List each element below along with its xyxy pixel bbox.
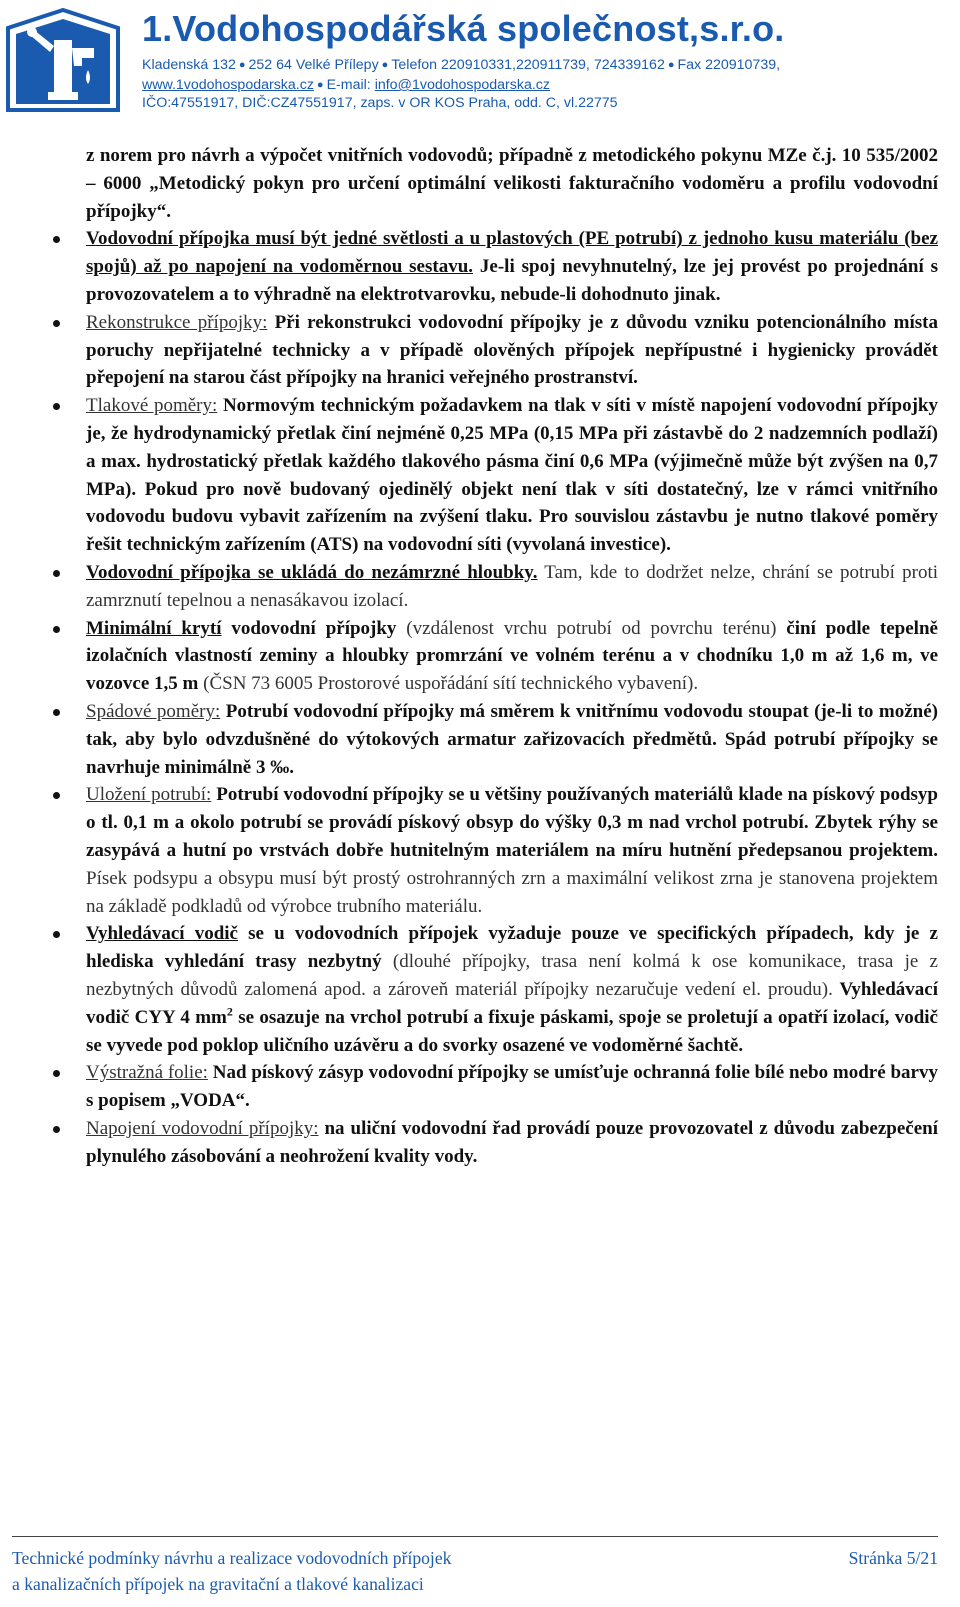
list-item-one-piece: Vodovodní přípojka musí být jedné světlosti a u plastových (PE potrubí) z jednoho kusu materiálu (bez spojů) až po napojení na vodoměrnou sestavu. Je-li spoj nevyhnutelný, lze jej provést po projednání s provozovatelem a to výhradně na elektrotvarovku, nebude-li dohodnuto jinak. (86, 225, 938, 308)
contact-line: www.1vodohospodarska.cz ● E-mail: info@1vodohospodarska.cz (142, 77, 550, 93)
phone: Telefon 220910331,220911739, 724339162 (391, 57, 665, 73)
registration-line: IČO:47551917, DIČ:CZ47551917, zaps. v OR KOS Praha, odd. C, vl.22775 (142, 95, 618, 111)
address: Kladenská 132 (142, 57, 236, 73)
letterhead (0, 0, 960, 120)
list-item-tracer: Vyhledávací vodič se u vodovodních přípojek vyžaduje pouze ve specifických případech, kdy je z hlediska vyhledání trasy nezbytný (dlouhé přípojky, trasa není kolmá k ose komunikace, trasa je z nezbytných důvodů zalomená apod. a zároveň materiál přípojky nezaručuje vedení el. proudu). Vyhledávací vodič CYY 4 $mm^2$ se osazuje na vrchol potrubí a fixuje páskami, spoje se proletují a opatří izolací, vodič se vyvede pod poklop uličního uzávěru a do svorky osazené ve vodoměrné šachtě. (86, 920, 938, 1059)
document-body (86, 142, 938, 1170)
list-item-slope: Spádové poměry: Potrubí vodovodní přípojky má směrem k vnitřnímu vodovodu stoupat (je-li to možné) tak, aby bylo odvzdušněné do výtokových armatur zařizovacích předmětů. Spád potrubí přípojky se navrhuje minimálně 3 ‰. (86, 698, 938, 781)
list-item-frost: Vodovodní přípojka se ukládá do nezámrzné hloubky. Tam, kde to dodržet nelze, chrání se potrubí proti zamrznutí tepelnou a nenasákavou izolací. (86, 559, 938, 615)
conditions-list (86, 225, 938, 1170)
email-link[interactable]: info@1vodohospodarska.cz (374, 77, 550, 93)
intro-paragraph: z norem pro návrh a výpočet vnitřních vodovodů; případně z metodického pokynu MZe č.j. 10 535/2002 – 6000 „Metodický pokyn pro určení optimální velikosti fakturačního vodoměru a profilu vodovodní přípojky“. (86, 145, 938, 222)
address-line: Kladenská 132 ● 252 64 Velké Přílepy ● Telefon 220910331,220911739, 724339162 ● Fax 220910739, (142, 57, 781, 73)
list-item-warning-foil: Výstražná folie: Nad pískový zásyp vodovodní přípojky se umísťuje ochranná folie bílé nebo modré barvy s popisem „VODA“. (86, 1059, 938, 1115)
fax: Fax 220910739, (677, 57, 781, 73)
city: 252 64 Velké Přílepy (248, 57, 379, 73)
email-label: E-mail: (326, 77, 371, 93)
list-item-connection: Napojení vodovodní přípojky: na uliční vodovodní řad provádí pouze provozovatel z důvodu zabezpečení plynulého zásobování a neohrožení kvality vody. (86, 1115, 938, 1171)
list-item-laying: Uložení potrubí: Potrubí vodovodní přípojky se u většiny používaných materiálů klade na pískový podsyp o tl. 0,1 m a okolo potrubí se provádí pískový obsyp do výšky 0,3 m nad vrchol potrubí. Zbytek rýhy se zasypává a hutní po vrstvách dobře hutnitelným materiálem na míru hutnění předepsanou projektem. Písek podsypu a obsypu musí být prostý ostrohranných zrn a maximální velikost zrna je stanovena projektem na základě podkladů od výrobce trubního materiálu. (86, 781, 938, 920)
list-item-reconstruction: Rekonstrukce přípojky: Při rekonstrukci vodovodní přípojky je z důvodu vzniku potencionálního místa poruchy nepřijatelné technicky a v případě olověných přípojek nepřípustné i hygienicky provádět přepojení na starou část přípojky na hranici veřejného prostranství. (86, 309, 938, 392)
company-name: 1.Vodohospodářská společnost,s.r.o. (142, 8, 785, 49)
footer-divider (12, 1536, 938, 1537)
page-number: Stránka 5/21 (848, 1548, 938, 1568)
water-pump-logo (4, 6, 122, 114)
website-link[interactable]: www.1vodohospodarska.cz (142, 77, 314, 93)
list-item-pressure: Tlakové poměry: Normovým technickým požadavkem na tlak v síti v místě napojení vodovodní přípojky je, že hydrodynamický přetlak činí nejméně 0,25 MPa (0,15 MPa při zástavbě do 2 nadzemních podlaží) a max. hydrostatický přetlak každého tlakového pásma činí 0,6 MPa (výjimečně může být zvýšen na 0,7 MPa). Pokud pro nově budovaný ojedinělý objekt není tlak v síti dostatečný, lze v rámci vnitřního vodovodu budovu vybavit zařízením na zvýšení tlaku. Pro souvislou zástavbu je nutno tlakové poměry řešit technickým zařízením (ATS) na vodovodní síti (vyvolaná investice). (86, 392, 938, 559)
list-item-cover: Minimální krytí vodovodní přípojky (vzdálenost vrchu potrubí od povrchu terénu) činí podle tepelně izolačních vlastností zeminy a hloubky promrzání ve volném terénu a v chodníku 1,0 m až 1,6 m, ve vozovce 1,5 m (ČSN 73 6005 Prostorové uspořádání sítí technického vybavení). (86, 615, 938, 698)
footer-title: Technické podmínky návrhu a realizace vodovodních přípojek a kanalizačních přípojek na gravitační a tlakové kanalizaci (12, 1548, 452, 1594)
